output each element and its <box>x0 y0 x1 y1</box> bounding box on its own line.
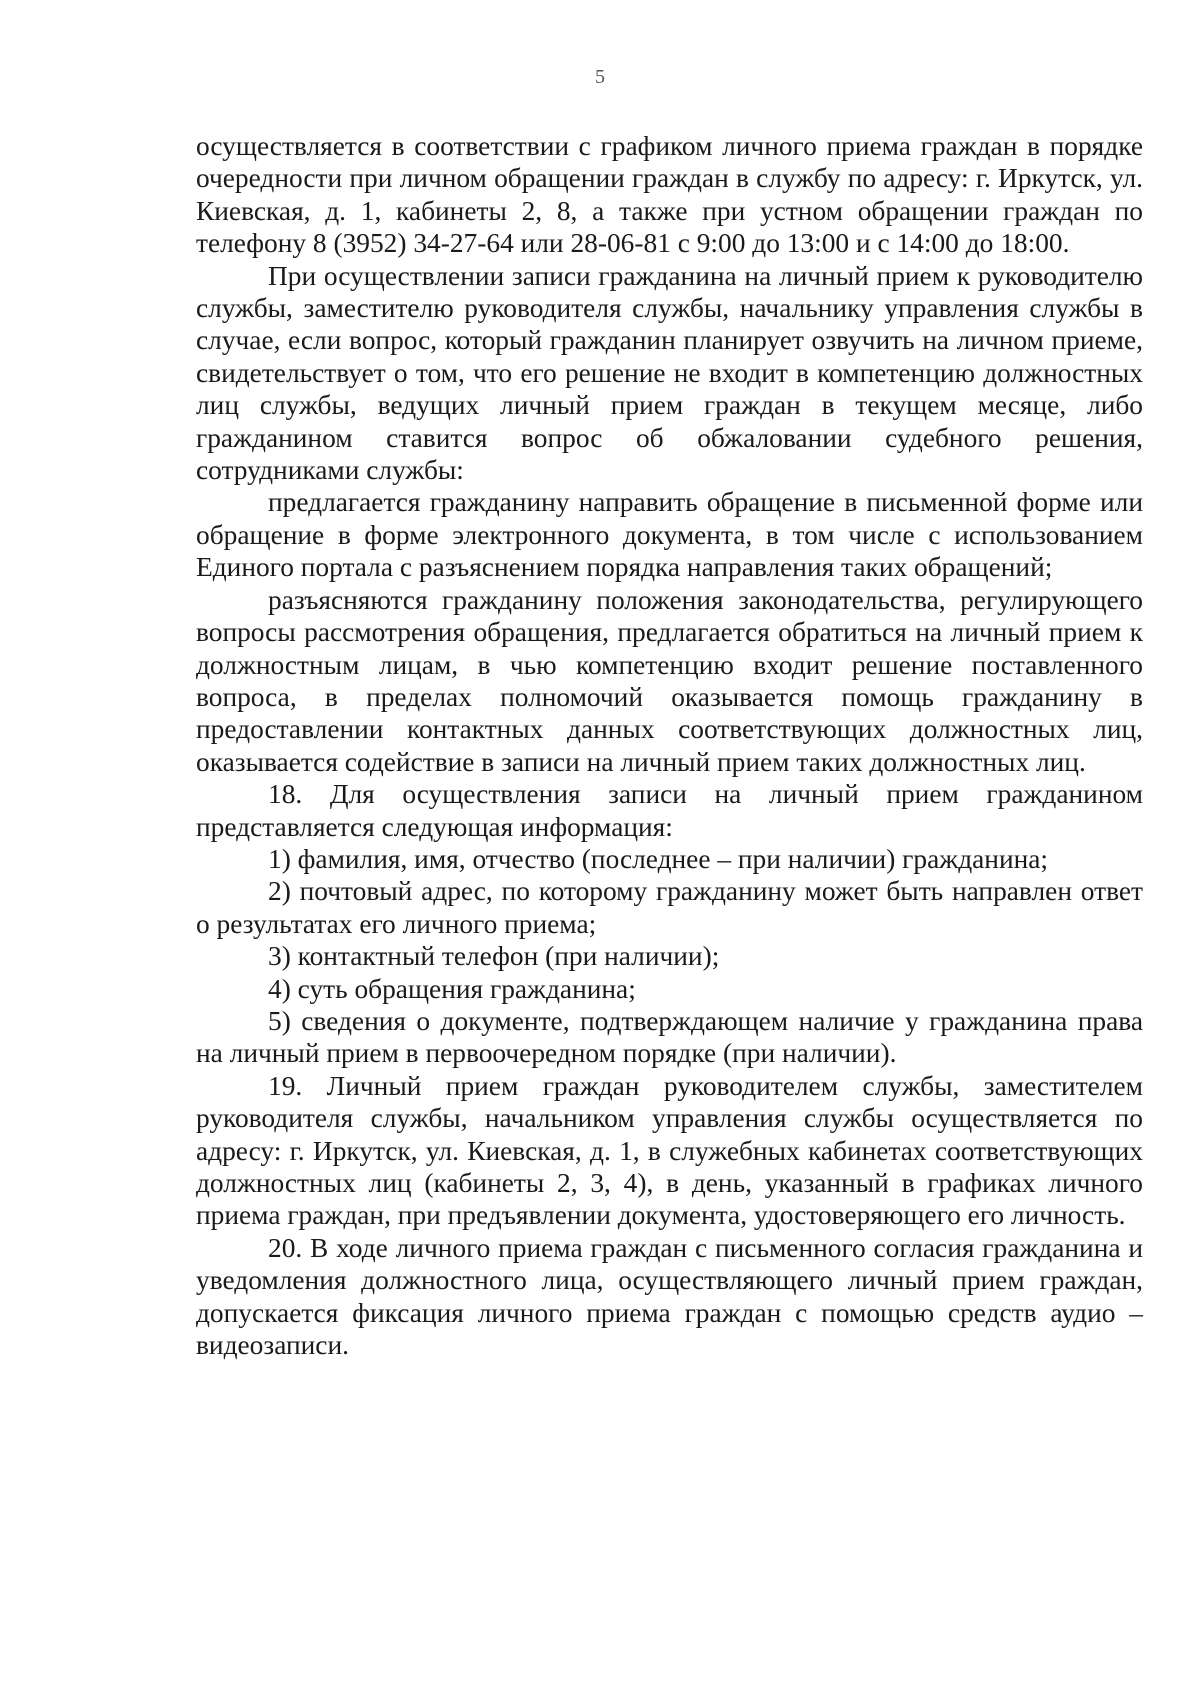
paragraph-written-appeal: предлагается гражданину направить обращение в письменной форме или обращение в форме электронного документа, в том числе с использованием Единого портала с разъяснением порядка направления таких обращений; <box>196 487 1143 583</box>
paragraph-item-20: 20. В ходе личного приема граждан с письменного согласия гражданина и уведомления должностного лица, осуществляющего личный прием граждан, допускается фиксация личного приема граждан с помощью средств аудио – видеозаписи. <box>196 1232 1143 1361</box>
paragraph-continuation: осуществляется в соответствии с графиком личного приема граждан в порядке очередности при личном обращении граждан в службу по адресу: г. Иркутск, ул. Киевская, д. 1, кабинеты 2, 8, а также при устном обращении граждан по телефону 8 (3952) 34-27-64 или 28-06-81 с 9:00 до 13:00 и с 14:00 до 18:00. <box>196 131 1143 259</box>
document-body <box>196 130 1143 1361</box>
page-number: 5 <box>595 66 605 88</box>
list-item-5: 5) сведения о документе, подтверждающем наличие у гражданина права на личный прием в первоочередном порядке (при наличии). <box>196 1005 1143 1069</box>
list-item-3: 3) контактный телефон (при наличии); <box>268 941 720 972</box>
list-item-1: 1) фамилия, имя, отчество (последнее – при наличии) гражданина; <box>268 843 1049 874</box>
list-item-4: 4) суть обращения гражданина; <box>268 973 636 1004</box>
paragraph-item-18: 18. Для осуществления записи на личный прием гражданином представляется следующая информация: <box>196 779 1143 842</box>
paragraph-item-19: 19. Личный прием граждан руководителем службы, заместителем руководителя службы, начальником управления службы осуществляется по адресу: г. Иркутск, ул. Киевская, д. 1, в служебных кабинетах соответствующих должностных лиц (кабинеты 2, 3, 4), в день, указанный в графиках личного приема граждан, при предъявлении документа, удостоверяющего его личность. <box>196 1070 1143 1231</box>
paragraph-clarification: разъясняются гражданину положения законодательства, регулирующего вопросы рассмотрения обращения, предлагается обратиться на личный прием к должностным лицам, в чью компетенцию входит решение поставленного вопроса, в пределах полномочий оказывается помощь гражданину в предоставлении контактных данных соответствующих должностных лиц, оказывается содействие в записи на личный прием таких должностных лиц. <box>196 584 1143 777</box>
paragraph-appointment-procedure: При осуществлении записи гражданина на личный прием к руководителю службы, заместителю руководителя службы, начальнику управления службы в случае, если вопрос, который гражданин планирует озвучить на личном приеме, свидетельствует о том, что его решение не входит в компетенцию должностных лиц службы, ведущих личный прием граждан в текущем месяце, либо гражданином ставится вопрос об обжаловании судебного решения, сотрудниками службы: <box>196 260 1143 486</box>
list-item-2: 2) почтовый адрес, по которому гражданину может быть направлен ответ о результатах его личного приема; <box>196 876 1143 939</box>
